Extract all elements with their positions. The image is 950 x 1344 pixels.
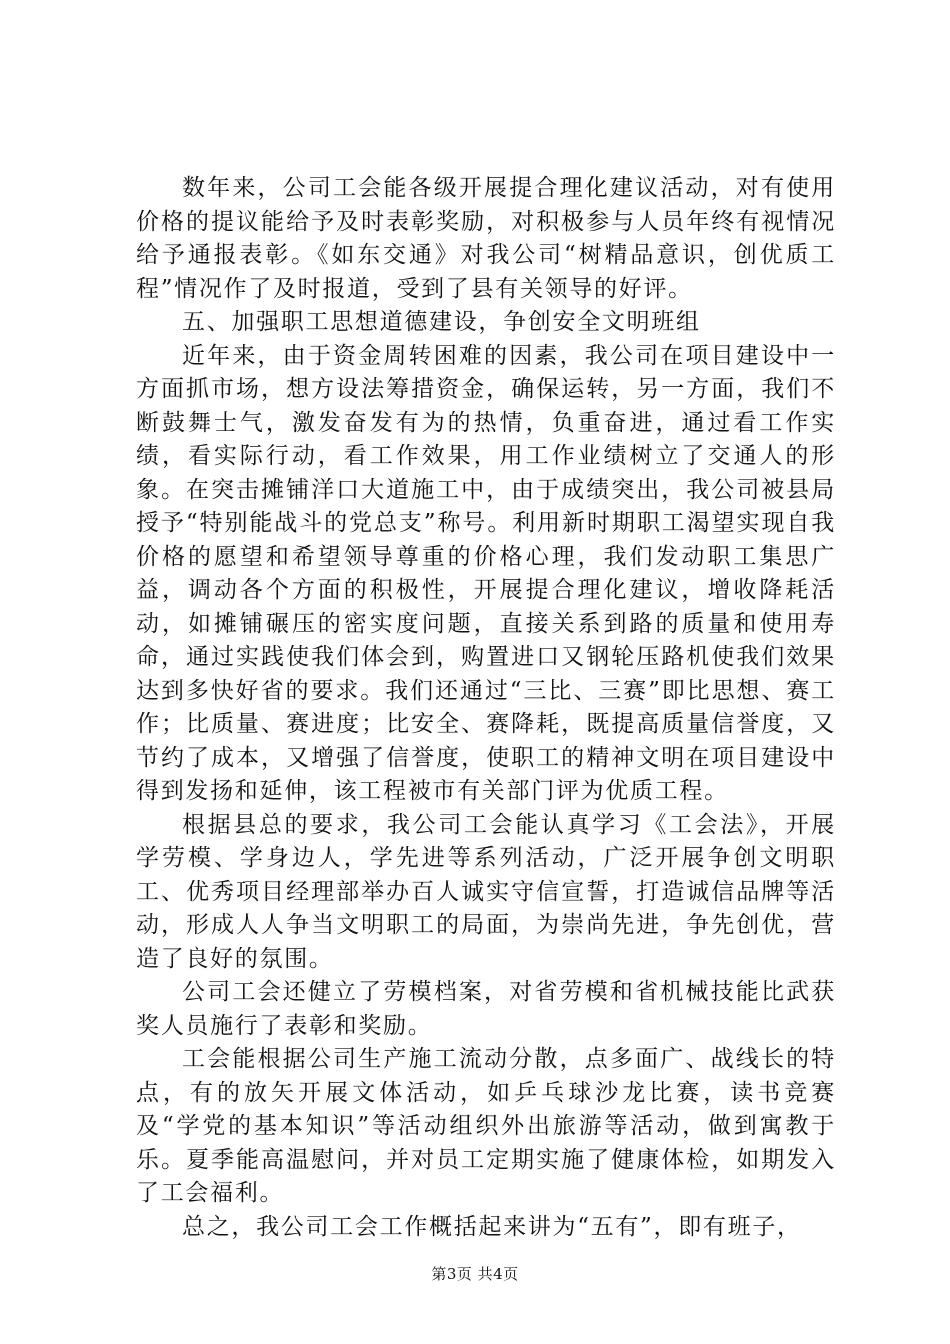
paragraph-suggestions: 数年来，公司工会能各级开展提合理化建议活动，对有使用价格的提议能给予及时表彰奖励，对积极参与人员年终有视情况给予通报表彰。《如东交通》对我公司“树精品意识，创优质工程”情况作了及时报道，受到了县有关领导的好评。 bbox=[136, 175, 836, 302]
paragraph-summary: 总之，我公司工会工作概括起来讲为“五有”，即有班子， bbox=[182, 1213, 802, 1240]
paragraph-requirements: 根据县总的要求，我公司工会能认真学习《工会法》，开展学劳模、学身边人，学先进等系列活动，广泛开展争创文明职工、优秀项目经理部举办百人诚实守信宣誓，打造诚信品牌等活动，形成人人争当文明职工的局面，为崇尚先进，争先创优，营造了良好的氛围。 bbox=[136, 811, 836, 972]
page-number-footer: 第3页 共4页 bbox=[431, 1265, 519, 1283]
paragraph-recent-years: 近年来，由于资金周转困难的因素，我公司在项目建设中一方面抓市场，想方设法筹措资金，确保运转，另一方面，我们不断鼓舞士气，激发奋发有为的热情，负重奋进，通过看工作实绩，看实际行动，看工作效果，用工作业绩树立了交通人的形象。在突击摊铺洋口大道施工中，由于成绩突出，我公司被县局授予“特别能战斗的党总支”称号。利用新时期职工渴望实现自我价格的愿望和希望领导尊重的价格心理，我们发动职工集思广益，调动各个方面的积极性，开展提合理化建议，增收降耗活动，如摊铺碾压的密实度问题，直接关系到路的质量和使用寿命，通过实践使我们体会到，购置进口又钢轮压路机使我们效果达到多快好省的要求。我们还通过“三比、三赛”即比思想、赛工作；比质量、赛进度；比安全、赛降耗，既提高质量信誉度，又节约了成本，又增强了信誉度，使职工的精神文明在项目建设中得到发扬和延伸，该工程被市有关部门评为优质工程。 bbox=[136, 342, 836, 804]
paragraph-activities: 工会能根据公司生产施工流动分散，点多面广、战线长的特点，有的放矢开展文体活动，如乒乓球沙龙比赛，读书竞赛及“学党的基本知识”等活动组织外出旅游等活动，做到寓教于乐。夏季能高温慰问，并对员工定期实施了健康体检，如期发入了工会福利。 bbox=[136, 1046, 836, 1206]
section-heading: 五、加强职工思想道德建设，争创安全文明班组 bbox=[182, 309, 701, 335]
document-body bbox=[136, 172, 836, 1244]
paragraph-model-workers: 公司工会还健立了劳模档案，对省劳模和省机械技能比武获奖人员施行了表彰和奖励。 bbox=[136, 979, 836, 1039]
